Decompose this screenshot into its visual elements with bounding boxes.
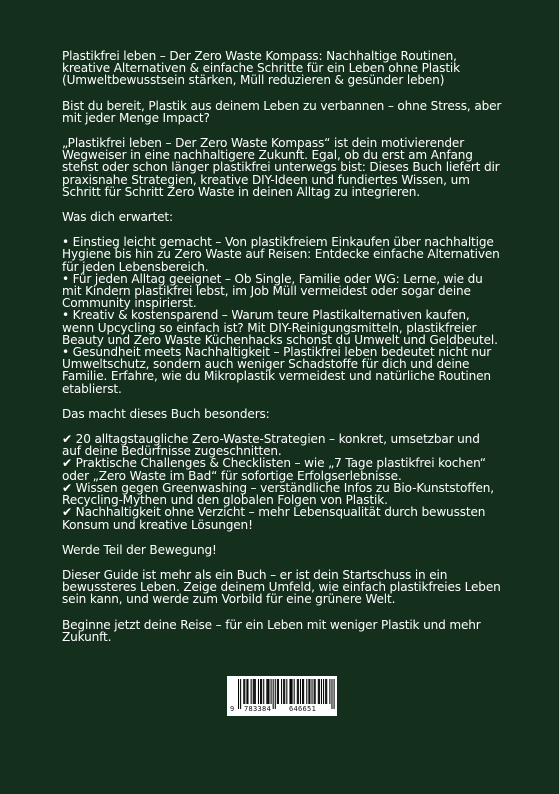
barcode-bar [258, 679, 259, 704]
barcode-bar [291, 679, 292, 704]
list-item: • Gesundheit meets Nachhaltigkeit – Plastikfrei leben bedeutet nicht nur Umweltschutz, sondern auch weniger Schadstoffe für dich und deine Familie. Erfahre, wie du Mikroplastik vermeidest und natürliche Routinen etablierst. [62, 345, 492, 396]
list-item: ✔ Wissen gegen Greenwashing – verständliche Infos zu Bio-Kunststoffen, Recycling-Mythen und den globalen Folgen von Plastik. [62, 480, 494, 508]
barcode-bar [267, 679, 268, 704]
barcode-bar [315, 679, 316, 704]
barcode-bar [314, 679, 315, 704]
barcode-bar [255, 679, 256, 704]
barcode-bar [329, 679, 330, 704]
barcode-bar [243, 679, 244, 704]
barcode-bar [334, 679, 335, 709]
barcode-bar [321, 679, 322, 704]
barcode-bar [302, 679, 303, 704]
title-line: Plastikfrei leben – Der Zero Waste Kompass: Nachhaltige Routinen, kreative Alternativen & einfache Schritte für ein Leben ohne Plastik (Umweltbewusstsein stärken, Müll reduzieren & gesünder leben) [62, 49, 460, 88]
barcode-bar [271, 679, 272, 704]
barcode-bar [318, 679, 319, 704]
expect-heading: Was dich erwartet: [62, 210, 173, 225]
barcode-bar [303, 679, 304, 704]
barcode-bar [323, 679, 324, 704]
join-line: Werde Teil der Bewegung! [62, 542, 217, 557]
barcode-bar [294, 679, 295, 704]
barcode-bar [298, 679, 299, 704]
barcode-bar [266, 679, 267, 704]
barcode-digit-lead: 9 [230, 705, 235, 713]
barcode-bar [281, 679, 282, 704]
barcode-digits-left: 783384 [244, 705, 272, 713]
barcode-bar [261, 679, 262, 704]
barcode-bar [244, 679, 245, 704]
barcode-bar [309, 679, 310, 704]
barcode-bar [260, 679, 261, 704]
barcode-bar [308, 679, 309, 704]
barcode-bar [286, 679, 287, 704]
blurb [62, 50, 502, 656]
barcode-bar [284, 679, 285, 704]
expect-list [62, 236, 502, 395]
barcode-bar [297, 679, 298, 704]
special-list [62, 433, 502, 531]
barcode-bar [306, 679, 307, 704]
barcode-bar [300, 679, 301, 704]
intro-description: „Plastikfrei leben – Der Zero Waste Kompass“ ist dein motivierender Wegweiser in eine nachhaltigere Zukunft. Egal, ob du erst am Anfang stehst oder schon länger plastikfrei unterwegs bist: Dieses Buch liefert dir praxisnahe Strategien, kreative DIY-Ideen und fundiertes Wissen, um Schritt für Schritt Zero Waste in deinen Alltag zu integrieren. [62, 136, 500, 199]
barcode-bar [240, 679, 241, 709]
barcode-bar [283, 679, 284, 704]
barcode-bar [325, 679, 326, 704]
barcode-bar [312, 679, 313, 704]
barcode-bar [277, 679, 278, 704]
barcode-bar [275, 679, 276, 709]
list-item: • Für jeden Alltag geeignet – Ob Single, Familie oder WG: Lerne, wie du mit Kindern plastikfrei lebst, im Job Müll vermeidest oder sogar deine Community inspirierst. [62, 271, 483, 311]
barcode-bar [254, 679, 255, 704]
barcode-bar [246, 679, 247, 704]
barcode-bar [238, 679, 239, 709]
list-item: ✔ Nachhaltigkeit ohne Verzicht – mehr Lebensqualität durch bewussten Konsum und kreative Lösungen! [62, 505, 486, 532]
barcode-bar [326, 679, 327, 704]
barcode-bar [319, 679, 320, 704]
closing-call: Beginne jetzt deine Reise – für ein Leben mit weniger Plastik und mehr Zukunft. [62, 617, 481, 644]
barcode-bar [289, 679, 290, 704]
barcode-bar [251, 679, 252, 704]
special-heading: Das macht dieses Buch besonders: [62, 406, 270, 421]
barcode-digits-right: 646651 [289, 705, 317, 713]
barcode-bar [263, 679, 264, 704]
barcode-bar [268, 679, 269, 704]
barcode-bar [292, 679, 293, 704]
list-item: • Kreativ & kostensparend – Warum teure Plastikalternativen kaufen, wenn Upcycling so einfach ist? Mit DIY-Reinigungsmitteln, plastikfreier Beauty und Zero Waste Küchenhacks schonst du Umwelt und Geldbeutel. [62, 308, 498, 347]
barcode-bar [278, 679, 279, 704]
list-item: ✔ Praktische Challenges & Checklisten – wie „7 Tage plastikfrei kochen“ oder „Zero Waste im Bad“ für sofortige Erfolgserlebnisse. [62, 456, 486, 483]
barcode-bar [273, 679, 274, 709]
intro-question: Bist du bereit, Plastik aus deinem Leben zu verbannen – ohne Stress, aber mit jeder Menge Impact? [62, 98, 502, 125]
barcode-bar [253, 679, 254, 704]
guide-paragraph: Dieser Guide ist mehr als ein Buch – er ist dein Startschuss in ein bewussteres Leben. Zeige deinem Umfeld, wie einfach plastikfreies Leben sein kann, und werde zum Vorbild für eine grünere Welt. [62, 567, 501, 607]
list-item: • Einstieg leicht gemacht – Von plastikfreiem Einkaufen über nachhaltige Hygiene bis hin zu Zero Waste auf Reisen: Entdecke einfache Alternativen für jeden Lebensbereich. [62, 235, 500, 274]
barcode-bar [247, 679, 248, 704]
barcode-bar [331, 679, 332, 709]
isbn-barcode [227, 676, 337, 716]
list-item: ✔ 20 alltagstaugliche Zero-Waste-Strategien – konkret, umsetzbar und auf deine Bedürfnisse zugeschnitten. [62, 432, 480, 459]
